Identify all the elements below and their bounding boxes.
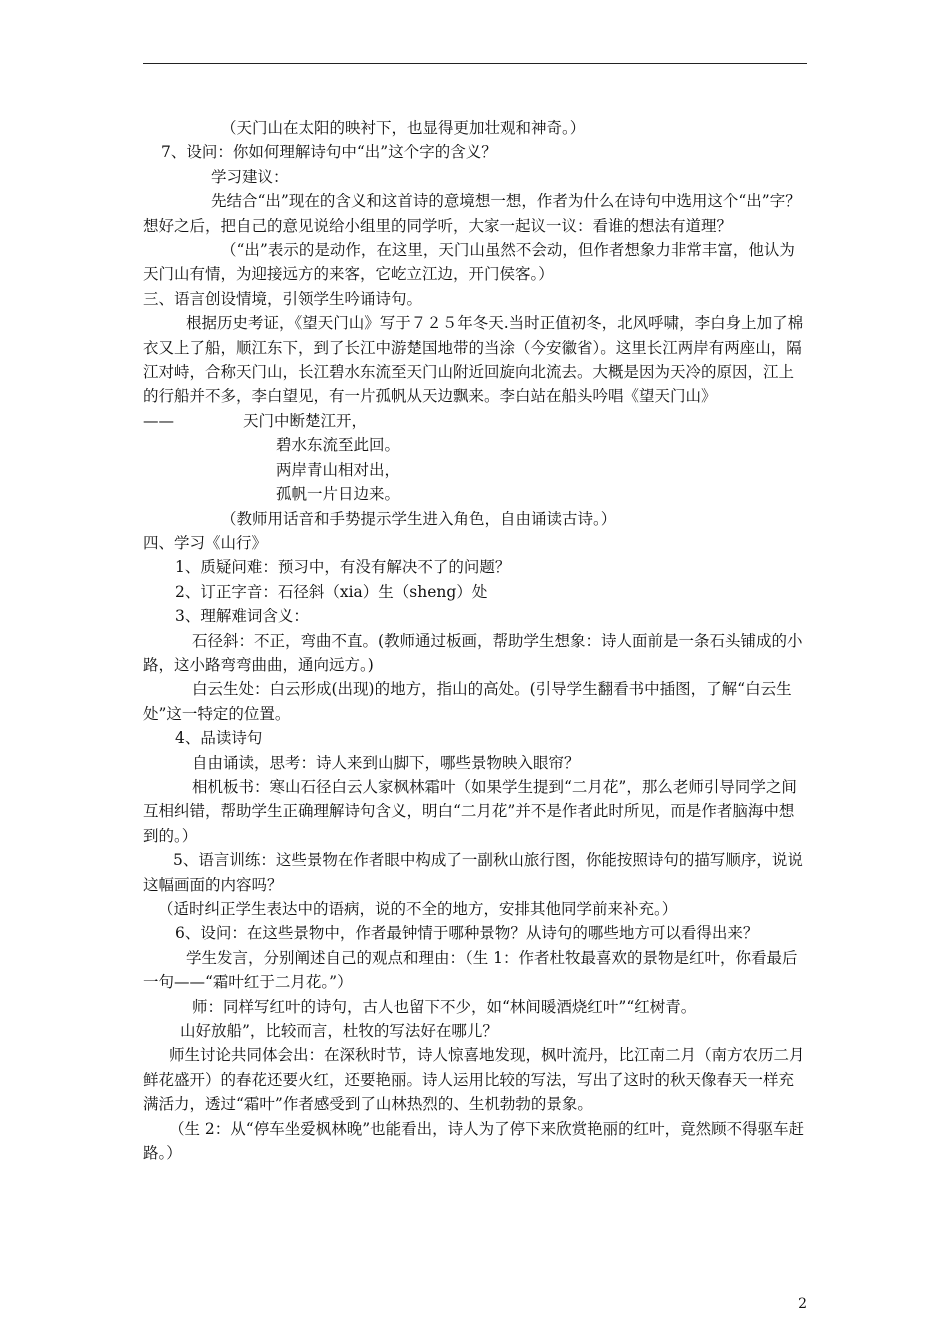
paragraph: 学习建议： xyxy=(211,167,289,186)
paragraph: （天门山在太阳的映衬下，也显得更加壮观和神奇。） xyxy=(221,119,586,137)
list-item: 7、设问：你如何理解诗句中“出”这个字的含义？ xyxy=(161,143,497,162)
paragraph: 师生讨论共同体会出：在深秋时节，诗人惊喜地发现，枫叶流丹，比江南二月（南方农历二月鲜花盛开）的春花还要火红，还要艳丽。诗人运用比较的写法，写出了这时的秋天像春天一样充满活力，透过“霜叶”作者感受到了山林热烈的、生机勃勃的景象。 xyxy=(143,1046,805,1114)
list-item: 4、品读诗句 xyxy=(175,729,263,748)
header-rule xyxy=(143,63,807,64)
paragraph: 白云生处：白云形成(出现)的地方，指山的高处。(引导学生翻看书中插图，了解“白云生处”这一特定的位置。 xyxy=(143,680,792,723)
paragraph: 师：同样写红叶的诗句，古人也留下不少，如“林间暖酒烧红叶”“红树青。 xyxy=(192,997,697,1016)
paragraph: 自由诵读，思考：诗人来到山脚下，哪些景物映入眼帘？ xyxy=(192,753,580,772)
paragraph: 石径斜：不正，弯曲不直。(教师通过板画，帮助学生想象：诗人面前是一条石头铺成的小路，这小路弯弯曲曲，通向远方。) xyxy=(143,631,803,674)
list-item: 1、质疑问难：预习中，有没有解决不了的问题？ xyxy=(175,558,511,577)
paragraph: 根据历史考证，《望天门山》写于７２５年冬天.当时正值初冬，北风呼啸，李白身上加了棉衣又上了船，顺江东下，到了长江中游楚国地带的当涂（今安徽省）。这里长江两岸有两座山，隔江对峙，合称天门山，长江碧水东流至天门山附近回旋向北流去。大概是因为天冷的原因，江上的行船并不多，李白望见，有一片孤帆从天边飘来。李白站在船头吟唱《望天门山》 xyxy=(143,314,804,406)
list-item: 3、理解难词含义： xyxy=(175,607,309,626)
list-item: 2、订正字音：石径斜（xia）生（sheng）处 xyxy=(175,582,488,601)
page-number: 2 xyxy=(798,1296,807,1312)
poem-line: 两岸青山相对出， xyxy=(276,460,401,479)
poem-line: 碧水东流至此回。 xyxy=(276,436,401,455)
paragraph: （生 2：从“停车坐爱枫林晚”也能看出，诗人为了停下来欣赏艳丽的红叶，竟然顾不得驱车赶路。） xyxy=(143,1119,805,1163)
paragraph: 先结合“出”现在的含义和这首诗的意境想一想，作者为什么在诗句中选用这个“出”字？想好之后，把自己的意见说给小组里的同学听，大家一起议一议：看谁的想法有道理？ xyxy=(143,192,801,235)
section-heading: 三、语言创设情境，引领学生吟诵诗句。 xyxy=(143,289,423,308)
poem-line: 天门中断楚江开， xyxy=(243,411,368,430)
paragraph: （“出”表示的是动作，在这里，天门山虽然不会动，但作者想象力非常丰富，他认为天门山有情，为迎接远方的来客，它屹立江边，开门侯客。） xyxy=(143,241,795,284)
paragraph: （教师用话音和手势提示学生进入角色，自由诵读古诗。） xyxy=(221,509,617,528)
section-heading: 四、学习《山行》 xyxy=(143,533,268,552)
document-body xyxy=(143,116,807,1165)
list-item: 5、语言训练：这些景物在作者眼中构成了一副秋山旅行图，你能按照诗句的描写顺序，说说这幅画面的内容吗？ xyxy=(143,851,803,894)
paragraph: （适时纠正学生表达中的语病，说的不全的地方，安排其他同学前来补充。） xyxy=(158,900,678,918)
paragraph: 山好放船”，比较而言，杜牧的写法好在哪儿？ xyxy=(180,1022,498,1041)
paragraph: 学生发言，分别阐述自己的观点和理由：（生 1：作者杜牧最喜欢的景物是红叶，你看最后一句——“霜叶红于二月花。”） xyxy=(143,948,798,992)
poem-intro-dash: —— 天门中断楚江开， xyxy=(143,411,368,430)
paragraph: 相机板书：寒山石径白云人家枫林霜叶（如果学生提到“二月花”，那么老师引导同学之间互相纠错，帮助学生正确理解诗句含义，明白“二月花”并不是作者此时所见，而是作者脑海中想到的。） xyxy=(143,777,797,845)
poem-line: 孤帆一片日边来。 xyxy=(276,485,401,504)
list-item: 6、设问：在这些景物中，作者最钟情于哪种景物？从诗句的哪些地方可以看得出来？ xyxy=(175,924,759,943)
